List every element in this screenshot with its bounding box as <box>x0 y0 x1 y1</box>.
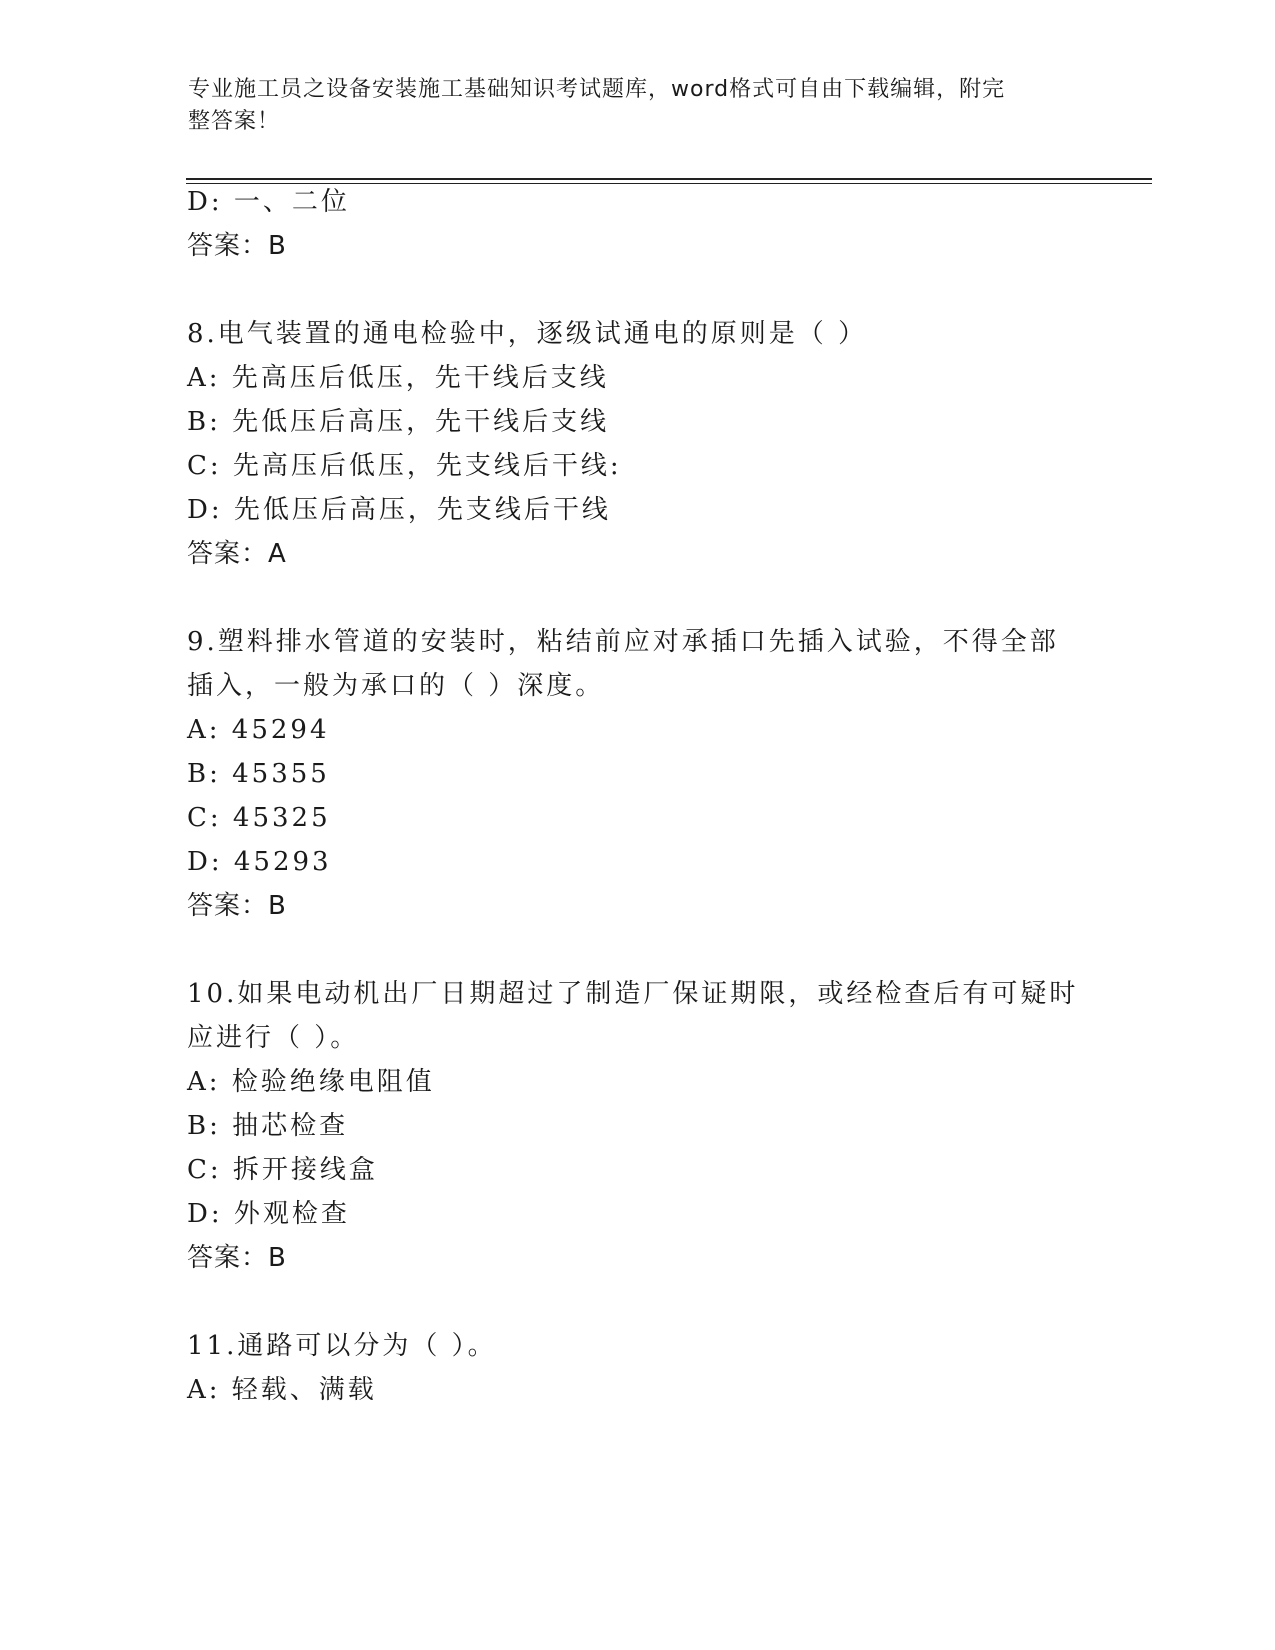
document-header <box>188 74 1068 138</box>
q11-stem: 11.通路可以分为（ ）。 <box>187 1331 497 1361</box>
q9-option-c: C: 45325 <box>187 803 331 833</box>
q8-option-c: C: 先高压后低压，先支线后干线: <box>187 451 622 481</box>
q9-option-b: B: 45355 <box>187 759 330 789</box>
q9-option-d: D: 45293 <box>187 847 332 877</box>
q10-option-a: A: 检验绝缘电阻值 <box>187 1067 435 1097</box>
prev-question-option-d: D: 一、二位 <box>187 187 350 217</box>
q8-answer: 答案：A <box>187 539 287 569</box>
header-line-1: 专业施工员之设备安装施工基础知识考试题库，word格式可自由下载编辑，附完 <box>188 77 1006 102</box>
q8-option-a: A: 先高压后低压，先干线后支线 <box>187 363 609 393</box>
q8-option-d: D: 先低压后高压，先支线后干线 <box>187 495 611 525</box>
q10-option-b: B: 抽芯检查 <box>187 1111 349 1141</box>
q9-stem-line-1: 9.塑料排水管道的安装时，粘结前应对承插口先插入试验，不得全部 <box>187 627 1059 657</box>
q9-stem-line-2: 插入，一般为承口的（ ）深度。 <box>187 671 605 701</box>
q8-stem: 8.电气装置的通电检验中，逐级试通电的原则是（ ） <box>187 319 868 349</box>
q8-option-b: B: 先低压后高压，先干线后支线 <box>187 407 610 437</box>
q10-stem-line-1: 10.如果电动机出厂日期超过了制造厂保证期限，或经检查后有可疑时 <box>187 979 1079 1009</box>
q9-option-a: A: 45294 <box>187 715 330 745</box>
q10-stem-line-2: 应进行（ ）。 <box>187 1023 360 1053</box>
prev-question-answer: 答案：B <box>187 231 287 261</box>
header-line-2: 整答案！ <box>188 109 281 134</box>
header-divider-thick <box>186 178 1152 180</box>
q9-answer: 答案：B <box>187 891 287 921</box>
q10-answer: 答案：B <box>187 1243 287 1273</box>
header-divider-thin <box>186 183 1152 184</box>
q11-option-a: A: 轻载、满载 <box>187 1375 377 1405</box>
q10-option-d: D: 外观检查 <box>187 1199 350 1229</box>
q10-option-c: C: 拆开接线盒 <box>187 1155 378 1185</box>
